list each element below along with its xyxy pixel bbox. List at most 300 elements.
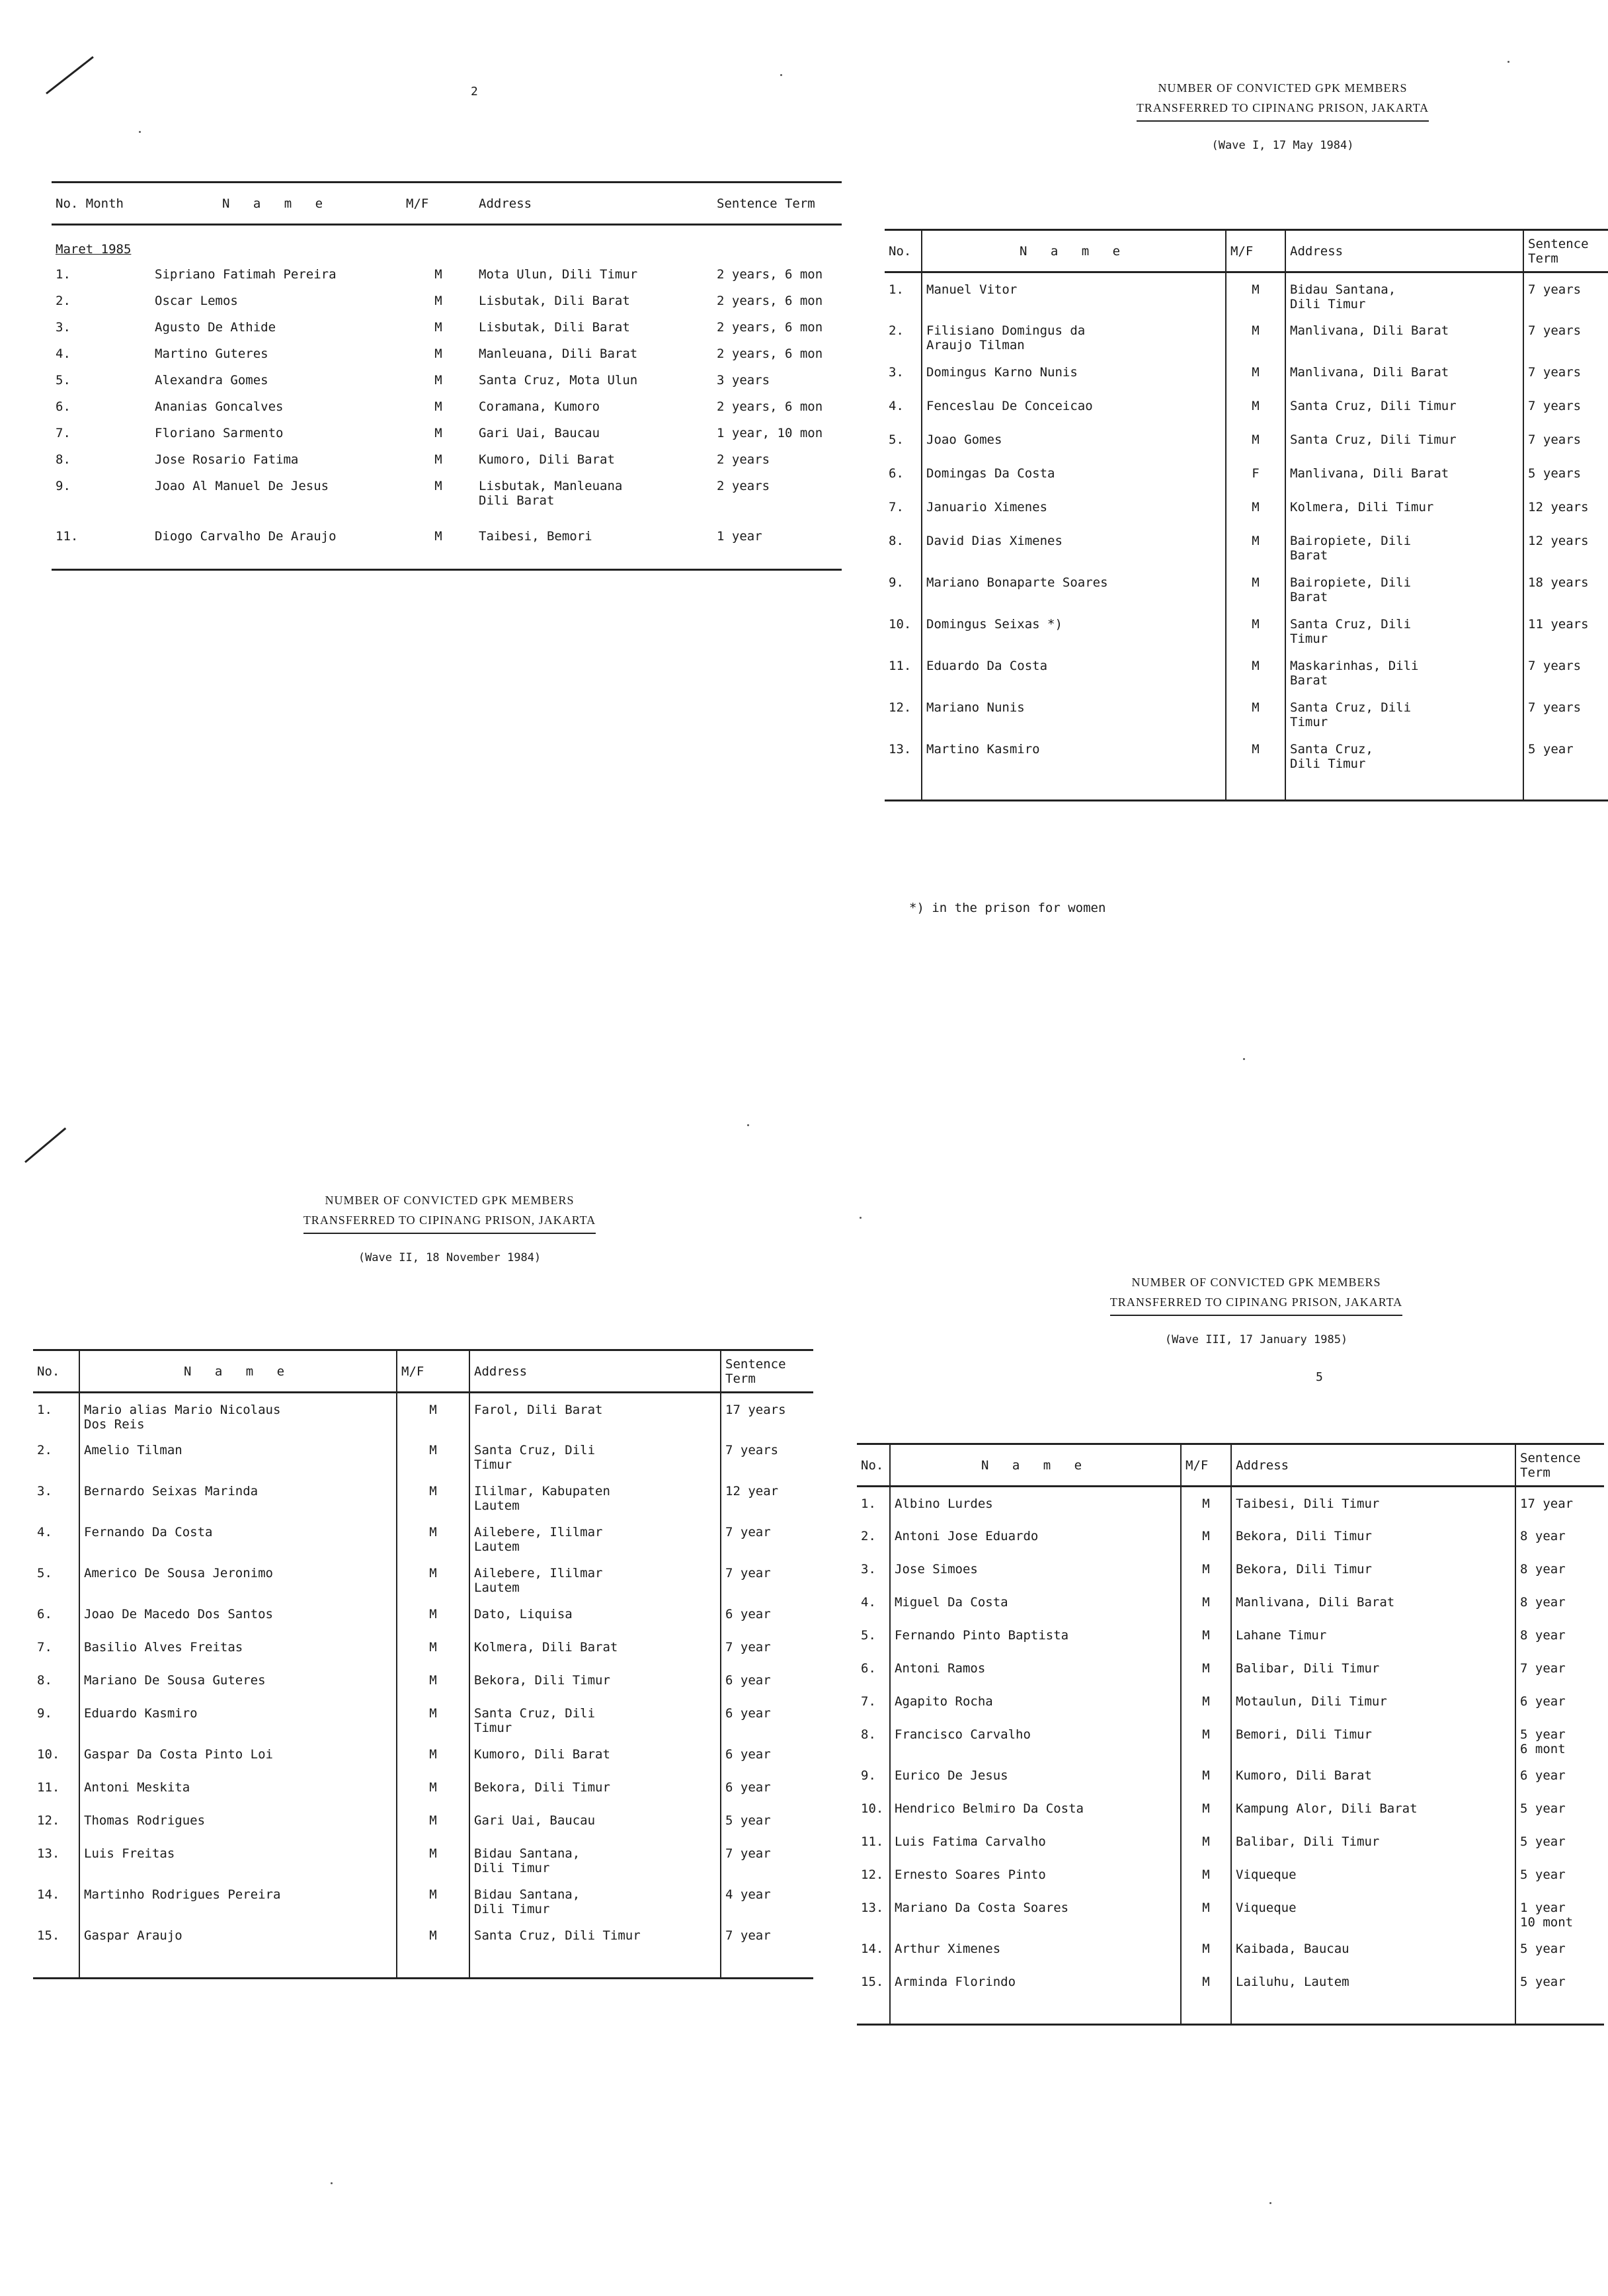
table-row [33,1516,813,1557]
table-row [885,608,1608,649]
col-sex: M [397,1393,469,1434]
spacer-cell [397,1952,469,1979]
col-no: 7. [889,499,904,514]
table-row [857,1965,1604,1998]
col-sentence: 7 years [1523,691,1608,733]
col-name: Amelio Tilman [79,1434,397,1475]
col-address: Lisbutak, Manleuana Dili Barat [479,478,623,508]
col-address: Santa Cruz, Dili Timur [1285,390,1523,423]
col-no: 2. [37,1442,52,1457]
col-sentence: 2 years, 6 mon [717,346,823,361]
page-number: 2 [471,85,478,99]
col-name: David Dias Ximenes [922,524,1226,566]
col-no: 13. [889,741,912,757]
header-col-name: N a m e [79,1350,397,1393]
table-row [885,491,1608,524]
table-row [857,1825,1604,1858]
table-row [885,733,1608,774]
table-row [857,1553,1604,1586]
col-no: 1. [889,282,904,297]
col-sex: M [1226,649,1285,691]
col-sex: M [1226,314,1285,356]
wave-1-date: (Wave I, 17 May 1984) [1211,139,1354,152]
col-sex: M [1181,1553,1231,1586]
col-address: Lailuhu, Lautem [1231,1965,1515,1998]
col-name: Eduardo Kasmiro [79,1697,397,1738]
col-sentence: 2 years [717,452,770,467]
col-sex: M [397,1434,469,1475]
page-number-2: 5 [1316,1370,1323,1384]
col-sex: M [1181,1932,1231,1965]
col-no: 10. [861,1801,884,1816]
col-address: Ililmar, Kabupaten Lautem [469,1475,721,1516]
col-address: Santa Cruz, Mota Ulun [479,372,638,388]
col-no: 10. [889,616,912,632]
table-row [33,1804,813,1837]
col-name: Martino Kasmiro [922,733,1226,774]
wave-2-date: (Wave II, 18 November 1984) [358,1251,542,1264]
col-sentence: 7 year [721,1631,813,1664]
col-name: Miguel Da Costa [890,1586,1181,1619]
col-sex: M [1226,272,1285,314]
col-sentence: 6 year [721,1738,813,1771]
col-sentence: 4 year [721,1878,813,1919]
col-sentence: 6 year [721,1771,813,1804]
header-col-no: No. Month [52,183,151,225]
table-row [857,1586,1604,1619]
col-no: 9. [37,1705,52,1721]
col-sentence: 17 years [721,1393,813,1434]
col-sex: M [434,372,442,388]
col-address: Maskarinhas, Dili Barat [1285,649,1523,691]
col-address: Dato, Liquisa [469,1598,721,1631]
spacer-cell [890,1998,1181,2025]
spacer-cell [857,1998,890,2025]
col-address: Santa Cruz, Dili Timur [1285,423,1523,457]
table-row [33,1631,813,1664]
col-sex: M [397,1919,469,1952]
col-sentence: 2 years, 6 mon [717,399,823,414]
col-sentence: 7 years [721,1434,813,1475]
col-sentence: 7 years [1523,272,1608,314]
col-no: 5. [37,1565,52,1580]
col-no: 8. [861,1727,876,1742]
col-no: 12. [37,1813,60,1828]
header-col-name: N a m e [890,1444,1181,1487]
col-name: Martino Guteres [155,346,268,361]
col-sex: M [1181,1487,1231,1520]
col-sentence: 7 years [1523,356,1608,390]
col-address: Balibar, Dili Timur [1231,1825,1515,1858]
col-sentence: 5 year [1515,1965,1604,1998]
col-no: 6. [861,1660,876,1676]
col-sex: F [1226,457,1285,491]
table-row [857,1718,1604,1759]
col-no: 9. [56,478,71,493]
col-sentence: 17 year [1515,1487,1604,1520]
col-no: 11. [56,528,79,544]
col-sex: M [1226,608,1285,649]
col-name: Fernando Da Costa [79,1516,397,1557]
col-address: Coramana, Kumoro [479,399,600,414]
table-row [52,288,842,315]
col-address: Ailebere, Ililmar Lautem [469,1516,721,1557]
table-row [885,457,1608,491]
col-name: Jose Rosario Fatima [155,452,299,467]
col-address: Taibesi, Bemori [479,528,592,544]
col-sex: M [434,452,442,467]
col-sex: M [434,528,442,544]
col-name: Januario Ximenes [922,491,1226,524]
col-sex: M [397,1598,469,1631]
table-row [857,1792,1604,1825]
col-sex: M [1181,1520,1231,1553]
col-sentence: 5 year [1515,1932,1604,1965]
col-name: Fernando Pinto Baptista [890,1619,1181,1652]
col-name: Hendrico Belmiro Da Costa [890,1792,1181,1825]
col-name: Bernardo Seixas Marinda [79,1475,397,1516]
col-address: Bairopiete, Dili Barat [1285,524,1523,566]
col-address: Bidau Santana, Dili Timur [1285,272,1523,314]
col-sex: M [397,1664,469,1697]
col-name: Americo De Sousa Jeronimo [79,1557,397,1598]
col-sex: M [434,346,442,361]
col-sentence: 6 year [721,1598,813,1631]
col-name: Alexandra Gomes [155,372,268,388]
col-sex: M [1181,1792,1231,1825]
table-row [52,341,842,368]
col-address: Gari Uai, Baucau [469,1804,721,1837]
col-sex: M [397,1804,469,1837]
table-row [33,1837,813,1878]
header-col-sex: M/F [402,183,475,225]
scan-speck [747,1124,749,1126]
col-sex: M [397,1878,469,1919]
col-name: Thomas Rodrigues [79,1804,397,1837]
col-sentence: 2 years, 6 mon [717,293,823,308]
col-name: Manuel Vitor [922,272,1226,314]
col-name: Jose Simoes [890,1553,1181,1586]
col-no: 1. [861,1496,876,1511]
col-address: Manlivana, Dili Barat [1285,356,1523,390]
spacer-cell [1231,1998,1515,2025]
col-address: Bekora, Dili Timur [469,1664,721,1697]
col-sex: M [397,1837,469,1878]
col-sex: M [397,1697,469,1738]
col-name: Domingas Da Costa [922,457,1226,491]
col-name: Domingus Karno Nunis [922,356,1226,390]
col-sex: M [434,293,442,308]
wave-3-title-line2: TRANSFERRED TO CIPINANG PRISON, JAKARTA [1110,1292,1402,1316]
col-no: 15. [861,1974,884,1989]
table-row [885,390,1608,423]
col-sex: M [1181,1685,1231,1718]
table-spacer-row [857,1998,1604,2025]
table-row [885,356,1608,390]
table-header-row [33,1350,813,1393]
col-sentence: 18 years [1523,566,1608,608]
col-address: Bidau Santana, Dili Timur [469,1837,721,1878]
convicts-table-wave-3 [857,1443,1604,2026]
col-no: 7. [56,425,71,440]
spacer-cell [52,550,151,570]
col-sex: M [1181,1965,1231,1998]
col-address: Ailebere, Ililmar Lautem [469,1557,721,1598]
table-spacer-row [33,1952,813,1979]
spacer-cell [469,1952,721,1979]
col-address: Mota Ulun, Dili Timur [479,266,638,282]
col-sex: M [397,1738,469,1771]
col-sentence: 6 year [721,1697,813,1738]
header-col-name: N a m e [922,230,1226,272]
table-row [885,314,1608,356]
table-spacer-row [52,550,842,570]
col-sex: M [1226,356,1285,390]
col-sentence: 7 year [1515,1652,1604,1685]
col-sex: M [434,425,442,440]
col-no: 8. [56,452,71,467]
col-address: Bemori, Dili Timur [1231,1718,1515,1759]
col-address: Gari Uai, Baucau [479,425,600,440]
col-address: Bekora, Dili Timur [469,1771,721,1804]
spacer-cell [33,1952,79,1979]
wave-1-title-line1: NUMBER OF CONVICTED GPK MEMBERS [1158,81,1408,95]
col-name: Agusto De Athide [155,319,276,335]
col-sentence: 5 year [1515,1792,1604,1825]
col-address: Manlivana, Dili Barat [1285,457,1523,491]
col-sentence: 8 year [1515,1520,1604,1553]
col-no: 9. [861,1768,876,1783]
col-sentence: 7 years [1523,649,1608,691]
col-address: Santa Cruz, Dili Timur [469,1697,721,1738]
table-row [885,566,1608,608]
col-name: Luis Freitas [79,1837,397,1878]
col-sentence: 7 year [721,1919,813,1952]
spacer-cell [1285,774,1523,801]
table-row [33,1664,813,1697]
table-row [885,272,1608,314]
col-name: Mariano Bonaparte Soares [922,566,1226,608]
col-name: Ananias Goncalves [155,399,284,414]
col-no: 8. [889,533,904,548]
table-row [857,1619,1604,1652]
table-row [857,1759,1604,1792]
col-no: 8. [37,1672,52,1688]
convicts-table-wave-1 [885,229,1608,801]
col-address: Kumoro, Dili Barat [469,1738,721,1771]
col-address: Manlivana, Dili Barat [1231,1586,1515,1619]
col-sentence: 8 year [1515,1553,1604,1586]
convicts-table-wave-2 [33,1349,813,1979]
section-row [52,225,842,262]
col-address: Manlivana, Dili Barat [1285,314,1523,356]
col-sex: M [397,1631,469,1664]
table-row [33,1919,813,1952]
col-sex: M [397,1475,469,1516]
col-sentence: 5 years [1523,457,1608,491]
col-sentence: 2 years, 6 mon [717,266,823,282]
convicts-table-march-1985 [52,181,842,571]
col-address: Kolmera, Dili Barat [469,1631,721,1664]
table-row [52,447,842,473]
col-no: 4. [56,346,71,361]
col-sex: M [1226,566,1285,608]
col-no: 4. [37,1524,52,1539]
table-row [857,1858,1604,1891]
table-row [52,394,842,421]
header-col-no: No. [33,1350,79,1393]
col-no: 2. [56,293,71,308]
col-no: 6. [56,399,71,414]
table-row [33,1697,813,1738]
col-address: Santa Cruz, Dili Timur [1285,733,1523,774]
col-name: Diogo Carvalho De Araujo [155,528,337,544]
wave-2-title-line1: NUMBER OF CONVICTED GPK MEMBERS [325,1194,575,1207]
header-col-name: N a m e [151,183,402,225]
col-no: 10. [37,1746,60,1762]
col-no: 11. [37,1780,60,1795]
table-row [885,423,1608,457]
col-sentence: 6 year [1515,1685,1604,1718]
scan-speck [860,1217,862,1219]
col-name: Francisco Carvalho [890,1718,1181,1759]
col-sex: M [1226,691,1285,733]
table-row [857,1891,1604,1932]
col-address: Bairopiete, Dili Barat [1285,566,1523,608]
table-row [33,1878,813,1919]
col-name: Albino Lurdes [890,1487,1181,1520]
col-sex: M [1226,524,1285,566]
col-sentence: 5 year [721,1804,813,1837]
col-sentence: 7 year [721,1557,813,1598]
wave-3-title-line1: NUMBER OF CONVICTED GPK MEMBERS [1131,1276,1381,1289]
table-row [857,1652,1604,1685]
col-sex: M [397,1516,469,1557]
col-name: Joao Al Manuel De Jesus [155,478,329,493]
scan-pen-mark [46,56,94,95]
col-name: Mariano De Sousa Guteres [79,1664,397,1697]
col-sentence: 7 years [1523,390,1608,423]
col-name: Gaspar Da Costa Pinto Loi [79,1738,397,1771]
col-sex: M [1181,1825,1231,1858]
col-sentence: 5 year [1515,1858,1604,1891]
spacer-cell [475,550,713,570]
col-sex: M [1181,1586,1231,1619]
col-no: 6. [37,1606,52,1621]
col-address: Bekora, Dili Timur [1231,1553,1515,1586]
col-name: Eduardo Da Costa [922,649,1226,691]
col-name: Antoni Meskita [79,1771,397,1804]
wave-3-date: (Wave III, 17 January 1985) [1164,1333,1348,1346]
table-row [857,1685,1604,1718]
col-no: 7. [861,1694,876,1709]
col-name: Joao Gomes [922,423,1226,457]
col-sentence: 5 year [1523,733,1608,774]
col-sex: M [397,1771,469,1804]
col-address: Santa Cruz, Dili Timur [469,1919,721,1952]
col-sentence: 1 year, 10 mon [717,425,823,440]
col-no: 5. [56,372,71,388]
col-sentence: 1 year [717,528,762,544]
col-sex: M [1226,390,1285,423]
header-col-address: Address [469,1350,721,1393]
header-col-address: Address [1231,1444,1515,1487]
col-no: 5. [889,432,904,447]
table-spacer-row [885,774,1608,801]
header-col-address: Address [1285,230,1523,272]
col-no: 13. [37,1846,60,1861]
scan-speck [331,2182,333,2184]
col-address: Kumoro, Dili Barat [1231,1759,1515,1792]
col-address: Bekora, Dili Timur [1231,1520,1515,1553]
col-no: 1. [56,266,71,282]
col-sentence: 7 year [721,1516,813,1557]
col-no: 3. [889,364,904,380]
header-col-sentence: Sentence Term [1515,1444,1604,1487]
col-sentence: 5 year 6 mont [1515,1718,1604,1759]
wave-1-title-line2: TRANSFERRED TO CIPINANG PRISON, JAKARTA [1137,98,1429,122]
wave-2-title-line2: TRANSFERRED TO CIPINANG PRISON, JAKARTA [303,1210,596,1234]
col-sentence: 12 years [1523,491,1608,524]
table-row [52,315,842,341]
table-row [52,368,842,394]
col-no: 2. [889,323,904,338]
col-address: Motaulun, Dili Timur [1231,1685,1515,1718]
scan-speck [1243,1058,1245,1060]
col-no: 3. [37,1483,52,1498]
col-name: Eurico De Jesus [890,1759,1181,1792]
spacer-cell [1523,774,1608,801]
col-sentence: 7 years [1523,423,1608,457]
col-name: Agapito Rocha [890,1685,1181,1718]
spacer-cell [1226,774,1285,801]
col-no: 14. [861,1941,884,1956]
col-address: Kampung Alor, Dili Barat [1231,1792,1515,1825]
table-row [33,1393,813,1434]
wave-2-heading [198,1190,701,1264]
col-address: Santa Cruz, Dili Timur [469,1434,721,1475]
spacer-cell [721,1952,813,1979]
col-sentence: 2 years [717,478,770,493]
wave-3-heading [1005,1272,1508,1346]
col-name: Antoni Ramos [890,1652,1181,1685]
table-row [33,1434,813,1475]
scan-speck [1269,2202,1271,2204]
col-no: 5. [861,1627,876,1643]
col-address: Manleuana, Dili Barat [479,346,638,361]
col-sex: M [1181,1858,1231,1891]
col-name: Martinho Rodrigues Pereira [79,1878,397,1919]
col-sex: M [1181,1759,1231,1792]
table-row [857,1520,1604,1553]
col-sex: M [1181,1652,1231,1685]
table-row [33,1557,813,1598]
col-sex: M [434,319,442,335]
col-sex: M [434,478,442,493]
spacer-cell [922,774,1226,801]
col-no: 3. [861,1561,876,1577]
col-no: 4. [889,398,904,413]
spacer-cell [713,550,842,570]
col-no: 3. [56,319,71,335]
col-no: 13. [861,1900,884,1915]
col-name: Sipriano Fatimah Pereira [155,266,337,282]
col-sentence: 1 year 10 mont [1515,1891,1604,1932]
table-row [33,1738,813,1771]
header-col-no: No. [885,230,922,272]
col-sex: M [1226,423,1285,457]
header-col-sex: M/F [1181,1444,1231,1487]
